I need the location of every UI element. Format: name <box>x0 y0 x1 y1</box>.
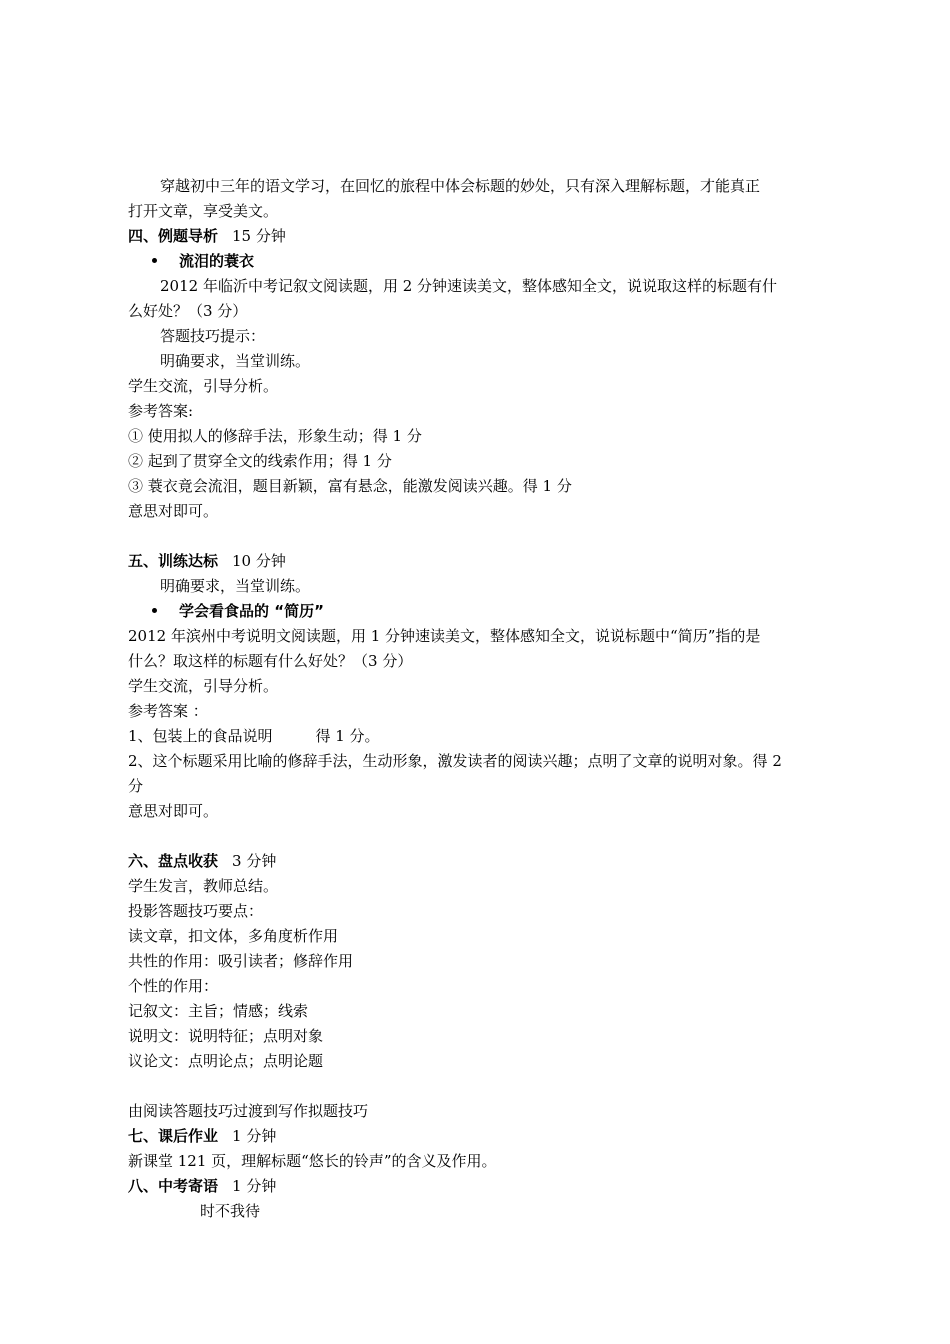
section-5-question-line-2: 什么？取这样的标题有什么好处？（3 分） <box>128 652 413 670</box>
section-4-time: 15 分钟 <box>232 227 286 245</box>
section-6-line: 个性的作用： <box>128 977 219 995</box>
intro-line-1: 穿越初中三年的语文学习，在回忆的旅程中体会标题的妙处，只有深入理解标题，才能真正 <box>160 177 761 195</box>
section-8-heading <box>128 1174 828 1199</box>
section-6-heading <box>128 849 828 874</box>
section-4-heading <box>128 224 828 249</box>
section-6-time: 3 分钟 <box>232 852 277 870</box>
section-6-line: 记叙文：主旨；情感；线索 <box>128 1002 309 1020</box>
section-4-answer-2: ② 起到了贯穿全文的线索作用；得 1 分 <box>128 452 392 470</box>
section-4-bullet-item <box>152 249 254 274</box>
section-8-time: 1 分钟 <box>232 1177 277 1195</box>
section-6-line: 读文章，扣文体，多角度析作用 <box>128 927 339 945</box>
section-8-title: 八、中考寄语 <box>128 1177 219 1195</box>
section-4-question-line-1: 2012 年临沂中考记叙文阅读题，用 2 分钟速读美文，整体感知全文，说说取这样的标题有什 <box>160 277 778 295</box>
section-5-heading <box>128 549 828 574</box>
section-8-text: 时不我待 <box>200 1202 261 1220</box>
section-6-line: 议论文：点明论点；点明论题 <box>128 1052 324 1070</box>
section-6-line: 共性的作用：吸引读者；修辞作用 <box>128 952 354 970</box>
section-4-note: 意思对即可。 <box>128 502 219 520</box>
section-7-time: 1 分钟 <box>232 1127 277 1145</box>
section-7-title: 七、课后作业 <box>128 1127 219 1145</box>
section-5-note: 意思对即可。 <box>128 802 219 820</box>
section-4-requirement: 明确要求，当堂训练。 <box>160 352 311 370</box>
section-5-requirement: 明确要求，当堂训练。 <box>160 577 311 595</box>
section-4-answer-3: ③ 蓑衣竟会流泪，题目新颖，富有悬念，能激发阅读兴趣。得 1 分 <box>128 477 572 495</box>
section-5-question-line-1: 2012 年滨州中考说明文阅读题，用 1 分钟速读美文，整体感知全文，说说标题中“简历”指的是 <box>128 627 761 645</box>
section-4-reference-label: 参考答案: <box>128 402 194 420</box>
section-5-bullet-item <box>152 599 324 624</box>
section-5-bullet-text: 学会看食品的 “简历” <box>179 602 324 620</box>
section-4-tip: 答题技巧提示： <box>160 327 266 345</box>
section-4-question-line-2: 么好处？（3 分） <box>128 302 248 320</box>
section-5-answer-2-line-1: 2、这个标题采用比喻的修辞手法，生动形象，激发读者的阅读兴趣；点明了文章的说明对象。得 2 <box>128 752 782 770</box>
section-4-bullet-text: 流泪的蓑衣 <box>179 252 255 270</box>
section-7-heading <box>128 1124 828 1149</box>
section-5-title: 五、训练达标 <box>128 552 219 570</box>
section-5-answer-2-line-2: 分 <box>128 777 144 795</box>
section-5-exchange: 学生交流，引导分析。 <box>128 677 279 695</box>
section-7-text: 新课堂 121 页，理解标题“悠长的铃声”的含义及作用。 <box>128 1152 497 1170</box>
section-5-answer-1: 1、包装上的食品说明 得 1 分。 <box>128 727 380 745</box>
bullet-icon <box>152 258 157 263</box>
section-5-reference-label: 参考答案 ： <box>128 702 208 720</box>
bullet-icon <box>152 608 157 613</box>
intro-line-2: 打开文章，享受美文。 <box>128 202 279 220</box>
section-6-line: 投影答题技巧要点： <box>128 902 264 920</box>
section-4-answer-1: ① 使用拟人的修辞手法，形象生动；得 1 分 <box>128 427 422 445</box>
section-4-exchange: 学生交流，引导分析。 <box>128 377 279 395</box>
section-6-line: 学生发言，教师总结。 <box>128 877 279 895</box>
section-5-time: 10 分钟 <box>232 552 286 570</box>
section-6-line: 说明文：说明特征；点明对象 <box>128 1027 324 1045</box>
section-4-title: 四、例题导析 <box>128 227 219 245</box>
section-6-title: 六、盘点收获 <box>128 852 219 870</box>
section-6-transition: 由阅读答题技巧过渡到写作拟题技巧 <box>128 1102 369 1120</box>
